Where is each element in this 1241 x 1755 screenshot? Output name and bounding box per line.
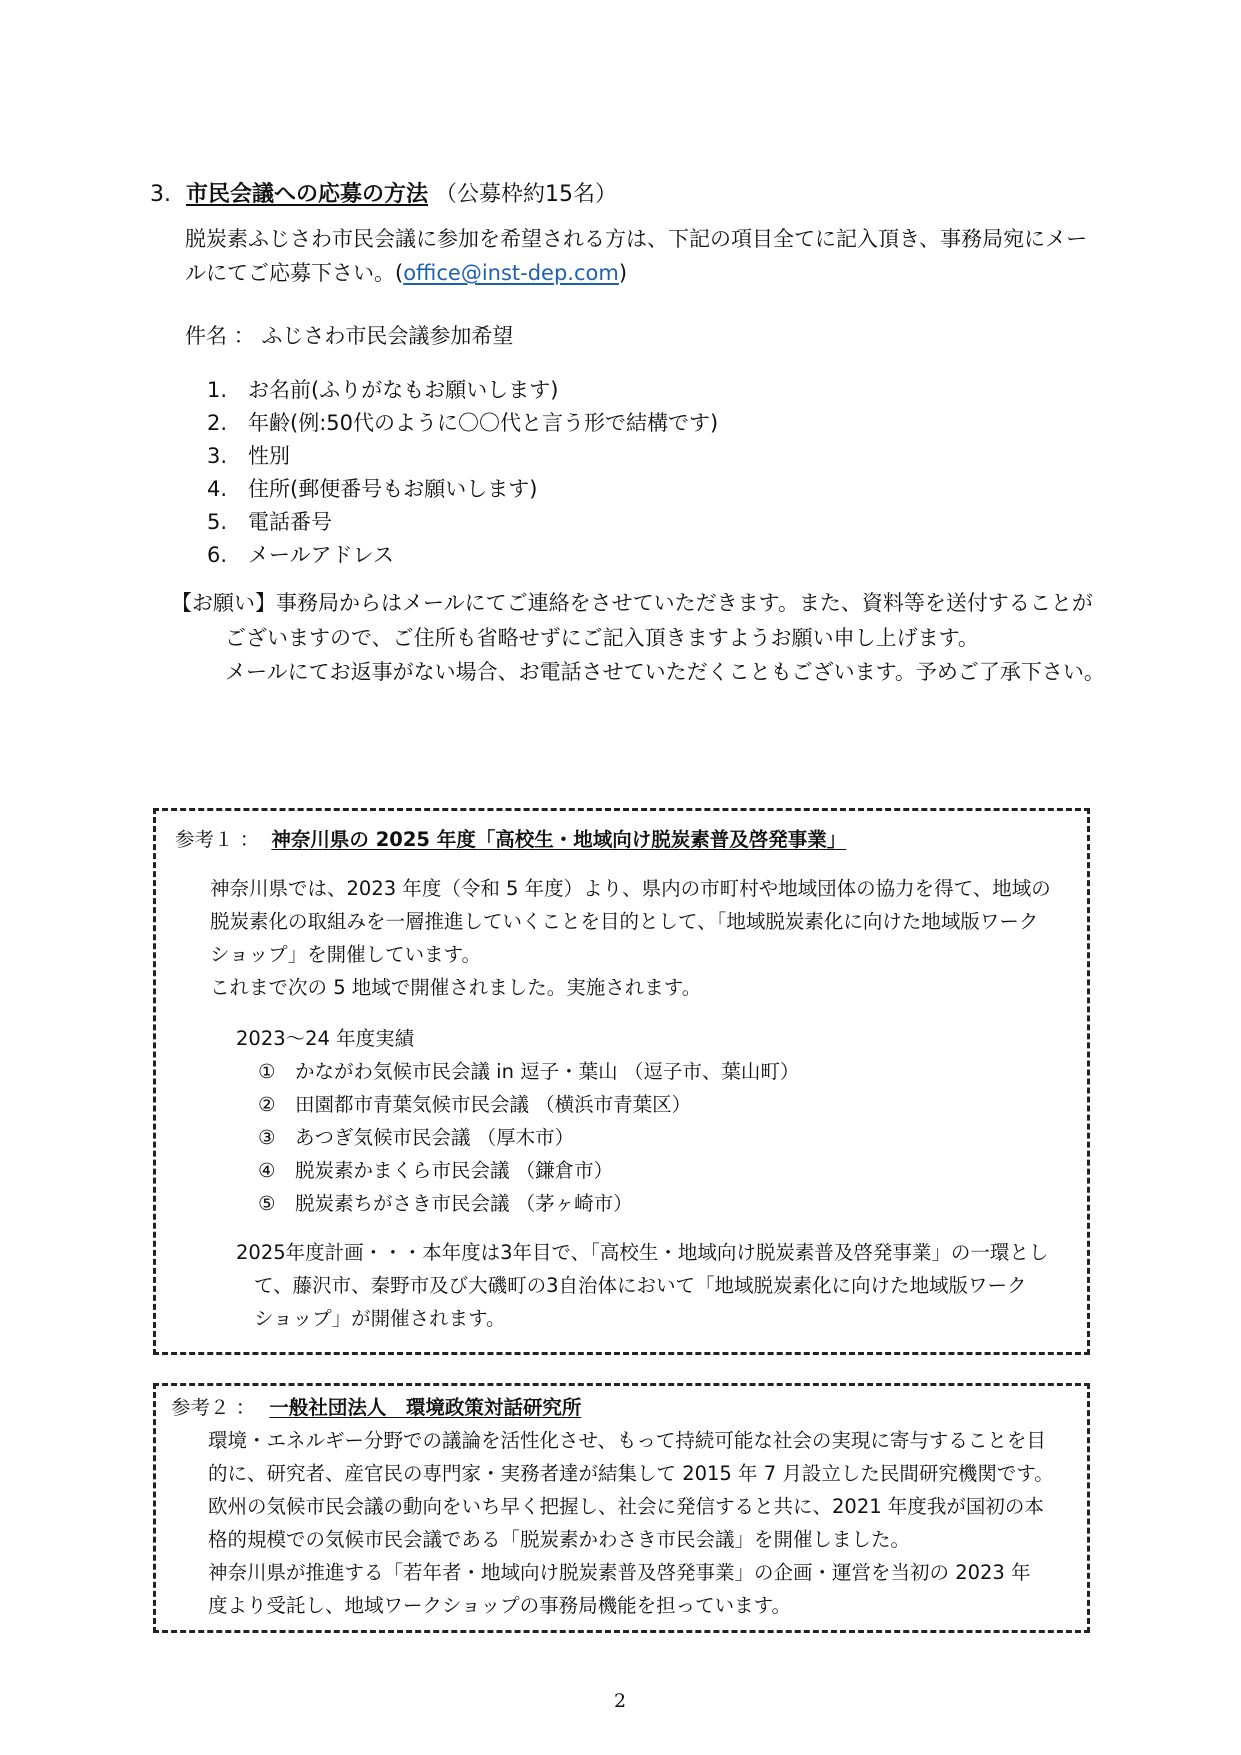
section-subtitle: （公募枠約15名） [435,182,618,207]
list-item: 1. お名前(ふりがなもお願いします) [207,378,559,402]
ref2-para-line: 度より受託し、地域ワークショップの事務局機能を担っています。 [208,1594,792,1617]
ref1-result-item: ③ あつぎ気候市民会議 （厚木市） [258,1126,575,1149]
request-line-3: メールにてお返事がない場合、お電話させていただくこともございます。予めご了承下さい。 [225,660,1105,684]
ref1-plan-line: 2025年度計画・・・本年度は3年目で、「高校生・地域向け脱炭素普及啓発事業」の一環とし [236,1241,1049,1264]
subject-line: 件名 ： ふじさわ市民会議参加希望 [185,324,514,348]
request-line-1: 【お願い】事務局からはメールにてご連絡をさせていただきます。また、資料等を送付することが [171,591,1093,615]
page-number: 2 [614,1690,627,1712]
list-item: 4. 住所(郵便番号もお願いします) [207,477,538,501]
ref2-heading [171,1391,581,1424]
intro-line-2-pre: ルにてご応募下さい。( [185,261,404,285]
intro-line-2-post: ) [618,261,628,285]
ref2-para-line: 環境・エネルギー分野での議論を活性化させ、もって持続可能な社会の実現に寄与することを目 [208,1429,1046,1452]
section-heading [150,180,617,210]
ref2-para-line: 格的規模での気候市民会議である「脱炭素かわさき市民会議」を開催しました。 [208,1528,911,1551]
request-line-2: ございますので、ご住所も省略せずにご記入頂きますようお願い申し上げます。 [225,626,979,650]
list-item: 5. 電話番号 [207,510,333,534]
ref1-heading [175,823,846,856]
ref1-result-item: ④ 脱炭素かまくら市民会議 （鎌倉市） [258,1159,614,1182]
list-item: 2. 年齢(例:50代のように〇〇代と言う形で結構です) [207,411,719,435]
ref1-para-line: ショップ」を開催しています。 [210,943,482,966]
list-item: 6. メールアドレス [207,543,394,567]
ref1-results-heading: 2023～24 年度実績 [236,1027,415,1050]
ref2-para-line: 神奈川県が推進する「若年者・地域向け脱炭素普及啓発事業」の企画・運営を当初の 2023 年 [208,1561,1031,1584]
ref2-para-line: 欧州の気候市民会議の動向をいち早く把握し、社会に発信すると共に、2021 年度我が国初の本 [208,1495,1044,1518]
ref1-plan-line: て、藤沢市、秦野市及び大磯町の3自治体において「地域脱炭素化に向けた地域版ワーク [254,1274,1027,1297]
ref1-para-line: 脱炭素化の取組みを一層推進していくことを目的として、「地域脱炭素化に向けた地域版ワーク [210,910,1039,933]
intro-line-2 [185,258,627,288]
email-link[interactable]: office@inst-dep.com [403,261,619,285]
ref2-label: 参考２ ： [171,1396,256,1419]
ref1-para-line: これまで次の 5 地域で開催されました。実施されます。 [210,976,702,999]
ref1-plan-line: ショップ」が開催されます。 [254,1307,506,1330]
ref2-title: 一般社団法人 環境政策対話研究所 [269,1396,582,1419]
ref1-title: 神奈川県の 2025 年度「高校生・地域向け脱炭素普及啓発事業」 [271,828,847,851]
ref1-label: 参考１ ： [175,828,260,851]
section-title: 市民会議への応募の方法 [186,182,429,207]
ref1-result-item: ① かながわ気候市民会議 in 逗子・葉山 （逗子市、葉山町） [258,1060,800,1083]
ref1-result-item: ⑤ 脱炭素ちがさき市民会議 （茅ヶ崎市） [258,1192,633,1215]
ref1-para-line: 神奈川県では、2023 年度（令和 5 年度）より、県内の市町村や地域団体の協力を得て、地域の [210,877,1051,900]
list-item: 3. 性別 [207,444,291,468]
ref2-para-line: 的に、研究者、産官民の専門家・実務者達が結集して 2015 年 7 月設立した民間研究機関です。 [208,1462,1054,1485]
ref1-result-item: ② 田園都市青葉気候市民会議 （横浜市青葉区） [258,1093,692,1116]
section-number: 3. [150,182,171,207]
intro-line-1: 脱炭素ふじさわ市民会議に参加を希望される方は、下記の項目全てに記入頂き、事務局宛にメー [185,227,1088,251]
